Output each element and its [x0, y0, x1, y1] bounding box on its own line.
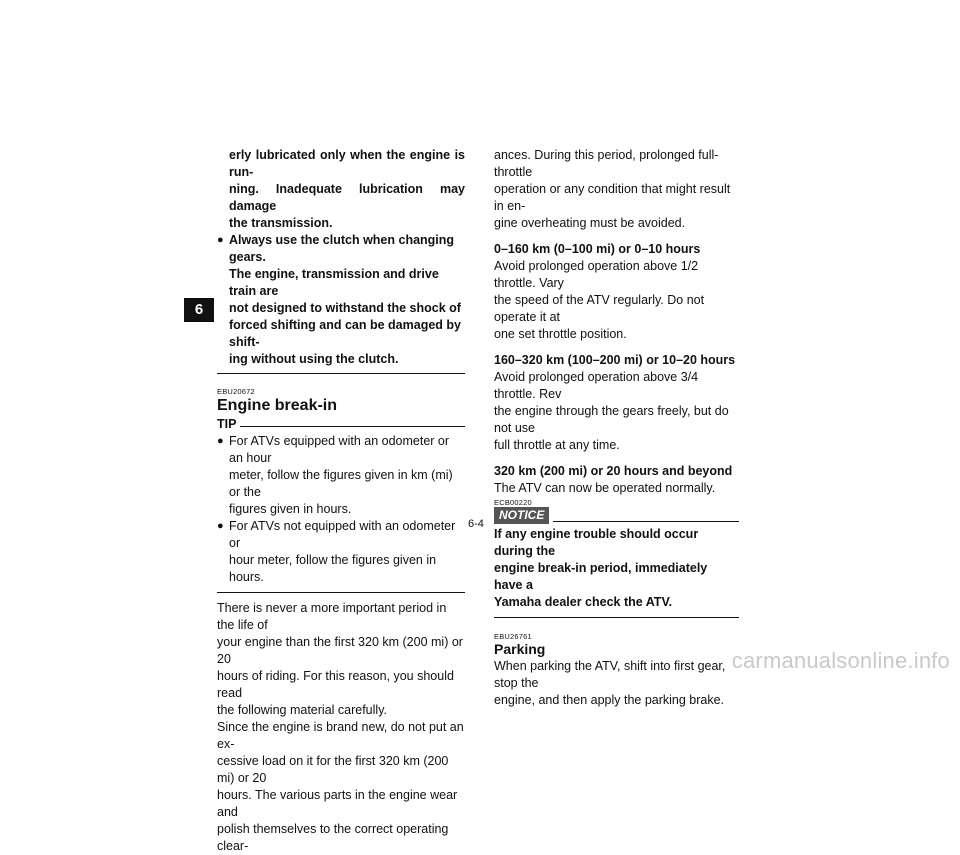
text-line: Avoid prolonged operation above 3/4 throttle. Rev — [494, 370, 699, 401]
notice-end-rule — [494, 617, 739, 618]
text-line: Avoid prolonged operation above 1/2 throttle. Vary — [494, 259, 699, 290]
text-line: your engine than the first 320 km (200 mi) or 20 — [217, 635, 463, 666]
bullet-icon: ● — [217, 520, 224, 532]
text-line: ning. Inadequate lubrication may damage — [229, 182, 465, 213]
tip-end-rule — [217, 592, 465, 593]
body-paragraph — [217, 600, 465, 855]
warning-continuation — [217, 147, 465, 232]
text-line: meter, follow the figures given in km (mi) or the — [229, 468, 453, 499]
warning-end-rule — [217, 373, 465, 374]
warning-bullet — [217, 232, 465, 368]
text-line: engine break-in period, immediately have a — [494, 561, 708, 592]
notice-badge: NOTICE — [494, 507, 549, 524]
notice-rule — [553, 521, 739, 522]
text-line: ances. During this period, prolonged full-throttle — [494, 148, 719, 179]
stage-paragraph — [494, 258, 739, 343]
text-line: operation or any condition that might result in en- — [494, 182, 731, 213]
text-line: engine, and then apply the parking brake. — [494, 693, 725, 707]
text-line: forced shifting and can be damaged by shift- — [229, 318, 461, 349]
tip-rule — [240, 426, 465, 427]
bullet-icon: ● — [217, 234, 224, 246]
text-line: polish themselves to the correct operating clear- — [217, 822, 449, 853]
text-line: hour meter, follow the figures given in hours. — [229, 553, 437, 584]
text-line: Always use the clutch when changing gears. — [229, 233, 455, 264]
tip-label: TIP — [217, 417, 237, 431]
text-line: gine overheating must be avoided. — [494, 216, 686, 230]
text-line: For ATVs equipped with an odometer or an hour — [229, 434, 450, 465]
left-column — [217, 147, 465, 855]
text-line: The ATV can now be operated normally. — [494, 481, 716, 495]
text-line: There is never a more important period in the life of — [217, 601, 447, 632]
notice-text — [494, 526, 739, 611]
text-line: erly lubricated only when the engine is run- — [229, 148, 465, 179]
text-line: not designed to withstand the shock of — [229, 301, 461, 315]
parking-paragraph — [494, 658, 739, 709]
text-line: Yamaha dealer check the ATV. — [494, 595, 673, 609]
text-line: If any engine trouble should occur during the — [494, 527, 699, 558]
text-line: When parking the ATV, shift into first gear, stop the — [494, 659, 726, 690]
text-line: hours of riding. For this reason, you should read — [217, 669, 454, 700]
section-code: EBU26761 — [494, 632, 532, 641]
text-line: ing without using the clutch. — [229, 352, 399, 366]
watermark: carmanualsonline.info — [731, 648, 950, 673]
text-line: the transmission. — [229, 216, 333, 230]
text-line: the engine through the gears freely, but do not use — [494, 404, 729, 435]
text-line: For ATVs not equipped with an odometer or — [229, 519, 456, 550]
tip-bullet — [217, 433, 465, 518]
text-line: the speed of the ATV regularly. Do not operate it at — [494, 293, 705, 324]
stage-heading: 0–160 km (0–100 mi) or 0–10 hours — [494, 242, 701, 256]
text-line: the following material carefully. — [217, 703, 387, 717]
notice-code: ECB00220 — [494, 498, 532, 507]
text-line: hours. The various parts in the engine wear and — [217, 788, 458, 819]
stage-heading: 160–320 km (100–200 mi) or 10–20 hours — [494, 353, 736, 367]
text-line: one set throttle position. — [494, 327, 627, 341]
text-line: full throttle at any time. — [494, 438, 620, 452]
stage-paragraph — [494, 369, 739, 454]
text-line: figures given in hours. — [229, 502, 352, 516]
right-column — [494, 147, 739, 709]
page-number: 6-4 — [468, 518, 484, 530]
intro-paragraph — [494, 147, 739, 232]
text-line: The engine, transmission and drive train are — [229, 267, 439, 298]
text-line: cessive load on it for the first 320 km (200 mi) or 20 — [217, 754, 449, 785]
section-code: EBU20672 — [217, 387, 255, 396]
tip-bullet — [217, 518, 465, 586]
notice-header — [494, 507, 739, 524]
parking-heading: Parking — [494, 641, 546, 657]
text-line: Since the engine is brand new, do not put an ex- — [217, 720, 464, 751]
chapter-tab: 6 — [184, 298, 214, 322]
section-heading: Engine break-in — [217, 397, 338, 414]
bullet-icon: ● — [217, 435, 224, 447]
tip-header — [217, 416, 465, 433]
stage-heading: 320 km (200 mi) or 20 hours and beyond — [494, 464, 733, 478]
